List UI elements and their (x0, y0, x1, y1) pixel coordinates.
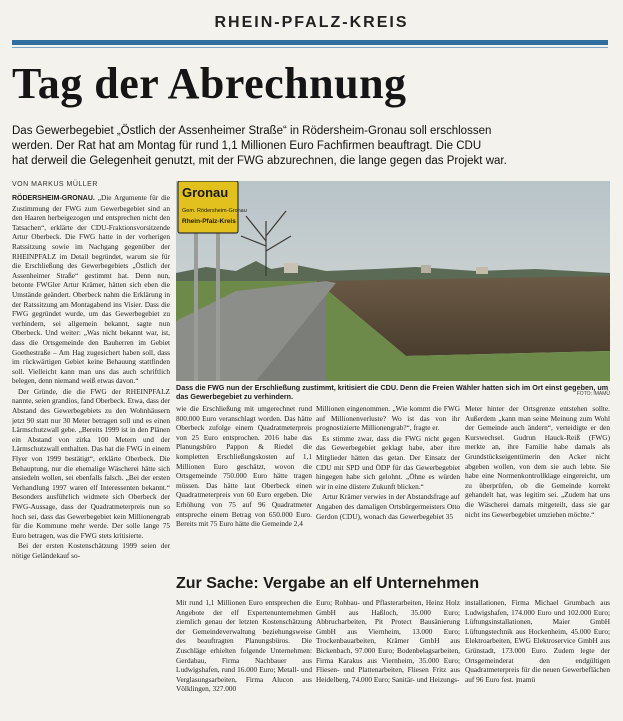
sidebar-paragraph: Mit rund 1,1 Millionen Euro entsprechen die Angebote der elf Expertenunternehmen ziemlich genau der letzten Kostenschätzung der Gemeindeverwaltung beziehungsweise des beauftragten Planungsbüros. Die Zuschläge erhielten folgende Unternehmen: Gerdabau, Firma Nachbauer aus Ludwigshafen, rund 16.000 Euro; Metall- und Verglasungsarbeiten, Firma Alucon aus Völklingen, 327.000 (176, 598, 312, 694)
article-paragraph: Der Gründe, die die FWG der RHEINPFALZ nannte, seien grandios, fand Oberbeck. Etwa, dass der Abstand des Gewerbegebiets zu den Wohnhäusern jetzt 90 statt nur 30 Meter betragen soll und es einen Lärmschutzwall gebe. „Bereits 1999 ist in den Plänen ein Abstand von zirka 100 Metern und der Lärmschutzwall enthalten. Das hat die FWG in einem Flyer von 1999 bestätigt“, erklärte Oberbeck. Die Behauptung, nur die ehemalige Wäscherei hätte sich ansiedeln wollen, sei ebenfalls falsch. „Bei der ersten Verhandlung 1997 waren elf Interessenten bekannt.“ Besonders ausführlich widmete sich Oberbeck der FWG-Aussage, dass der Quadratmeterpreis nun so hoch sei, dass das Gewerbegebiet kein Millionengrab für die Kommune mehr werde. Der solle lange 75 Euro betragen, was die FWG stets kritisierte. (12, 386, 170, 540)
sidebar-column-2 (316, 598, 460, 716)
lead-line: hat derweil die Gelegenheit genutzt, mit der FWG abzurechnen, die lange gegen das Projekt war. (12, 155, 507, 167)
article-paragraph: Artur Krämer verwies in der Abstandsfrage auf Angaben des damaligen Ortsbürgermeisters Otto Gerdon (CDU), wonach das Gewerbegebiet 35 (316, 492, 460, 521)
article-paragraph: Millionen eingenommen. „Wie kommt die FWG auf Millionenverluste? Wo ist das von ihr prognostizierte Millionengrab?“, fragte er. (316, 404, 460, 433)
sidebar-paragraph: Euro; Rohbau- und Pflasterarbeiten, Heinz Holz GmbH aus Haßloch, 35.000 Euro; Abbrucharbeiten, Pit Protect Bausänierung GmbH aus Viernheim, 13.000 Euro; Trockenbauarbeiten, Krämer GmbH aus Bickenbach, 97.000 Euro; Bodenbelagsarbeiten, Firma Karakus aus Viernheim, 35.000 Euro; Fliesen- und Plattenarbeiten, Fliesen Fritz aus Heidelberg, 74.000 Euro; Sanitär- und Heizungs- (316, 598, 460, 684)
article-text: „Die Argumente für die Zustimmung der FWG zum Gewerbegebiet sind an den Haaren herbeigezogen und entsprechen nicht den Tatsachen“, erklärte der CDU-Fraktionsvorsitzende Artur Oberbeck. Die FWG hatte in der vorherigen Ratssitzung sowie im Nachgang gegenüber der RHEINPFALZ im Detail begründet, warum sie für die Erschließung des Gewerbegebiets „Östlich der Assenheimer Straße“ gestimmt hat. Denn nun, betonte FWGler Artur Krämer, hätten sich eben die Umstände geändert. Oberbeck nahm die Erklärung in der Ratssitzung am Montagabend ins Visier. Dass die FWG gegründet wurde, um das Gewerbegebiet zu verhindern, sei allgemein bekannt, sagte nun Oberbeck. Und weiter: „Was nicht bekannt war, ist, dass die Ortsgemeinde den Bauherren im Gebiet Goethestraße – Am Hag zugesichert haben soll, dass im rückwärtigen Gebiet keine Behauung stattfinden soll. Vielleicht kann man uns das auch schriftlich belegen, denn niemand weiß etwas davon.“ (12, 193, 170, 386)
photo-illustration (176, 181, 610, 381)
sidebar-column-3 (465, 598, 610, 716)
lead-paragraph (12, 124, 612, 169)
photo-credit: FOTO: IMAMÜ (576, 391, 610, 397)
sidebar-paragraph: installationen, Firma Michael Grumbach aus Ludwigshafen, 174.000 Euro und 102.000 Euro; Lüftungsinstallationen, Maier GmbH Lüftungstechnik aus Hockenheim, 45.000 Euro; Elektroarbeiten, EWG Elektroservice GmbH aus Grünstadt, 173.000 Euro. Zudem legte der Ortsgemeinderat den endgültigen Quadratmeterpreis für die neuen Gewerbeflächen auf 96 Euro fest. |mamü (465, 598, 610, 684)
byline: VON MARKUS MÜLLER (12, 181, 98, 188)
article-column-2 (176, 404, 312, 572)
photo-caption: Dass die FWG nun der Erschließung zustimmt, kritisiert die CDU. Denn die Freien Wähler hatten sich im Ort einst gegeben, um das Gewerbegebiet zu verhindern. (176, 383, 609, 401)
section-rule-thin (12, 47, 608, 48)
dateline: RÖDERSHEIM-GRONAU. (12, 195, 95, 202)
article-paragraph: wie die Erschließung mit umgerechnet rund 800.000 Euro veranschlagt worden. Das hätte Oberbeck zufolge einem Quadratmeterpreis von 25 Euro entsprochen. 2016 habe das Planungsbüro Pappon & Riedel die kompletten Erschließungskosten auf 1,1 Millionen Euro geschätzt, wovon die Ortsgemeinde 750.000 Euro hätte tragen müssen. Das hätte laut Oberbeck einen Quadratmeterpreis von 60 Euro ergeben. Die Erhöhung von 75 auf 96 Quadratmeter entspreche einem Betrag von 650.000 Euro. Bereits mit 75 Euro hätte die Gemeinde 2,4 (176, 404, 312, 529)
sidebar-column-1 (176, 598, 312, 716)
lead-line: Das Gewerbegebiet „Östlich der Assenheimer Straße“ in Rödersheim-Gronau soll erschlossen (12, 125, 492, 137)
article-paragraph: Bei der ersten Kostenschätzung 1999 seien der nötige Geländekauf so- (12, 541, 170, 560)
sign-town-name: Gronau (182, 185, 229, 200)
lead-line: werden. Der Rat hat am Montag für rund 1,1 Millionen Euro Fachfirmen beauftragt. Die CDU (12, 140, 482, 152)
sign-district: Rhein-Pfalz-Kreis (182, 218, 236, 225)
section-heading: RHEIN-PFALZ-KREIS (214, 14, 409, 31)
article-photo (176, 181, 610, 381)
headline: Tag der Abrechnung (12, 59, 407, 108)
article-column-3 (316, 404, 460, 572)
article-column-4 (465, 404, 610, 572)
section-rule (12, 40, 608, 45)
sign-municipality: Gem. Rödersheim-Gronau (182, 208, 247, 214)
article-column-1 (12, 193, 170, 713)
article-paragraph: Meter hinter der Ortsgrenze entstehen sollte. Außerdem „kann man seine Meinung zum Wohl der Gemeinde auch ändern“, verteidigte er den Kurswechsel. Gudrun Hauck-Reiß (FWG) merkte an, ihre Familie habe damals als Grundstückseigentümerin den Acker nicht abgeben wollen, von dem sie auch lebte. Sie habe eine Normenkontrollklage eingereicht, um zu überprüfen, ob die Gemeinde korrekt gehandelt hat, was legitim sei. „Zudem hat uns die Wäscherei damals mitgeteilt, dass sie gar nicht ins Gewerbegebiet umziehen möchte.“ (465, 404, 610, 519)
article-paragraph: Es stimme zwar, dass die FWG nicht gegen das Gewerbegebiet geklagt habe, aber ihre Mitglieder hätten das getan. Der Einsatz der CDU mit SPD und ÖDP für das Gewerbegebiet hingegen habe sich gelohnt. „Öhne es würden wir in eine düstere Zukunft blicken.“ (316, 433, 460, 491)
article-paragraph (12, 193, 170, 386)
sidebar-heading: Zur Sache: Vergabe an elf Unternehmen (176, 575, 480, 592)
